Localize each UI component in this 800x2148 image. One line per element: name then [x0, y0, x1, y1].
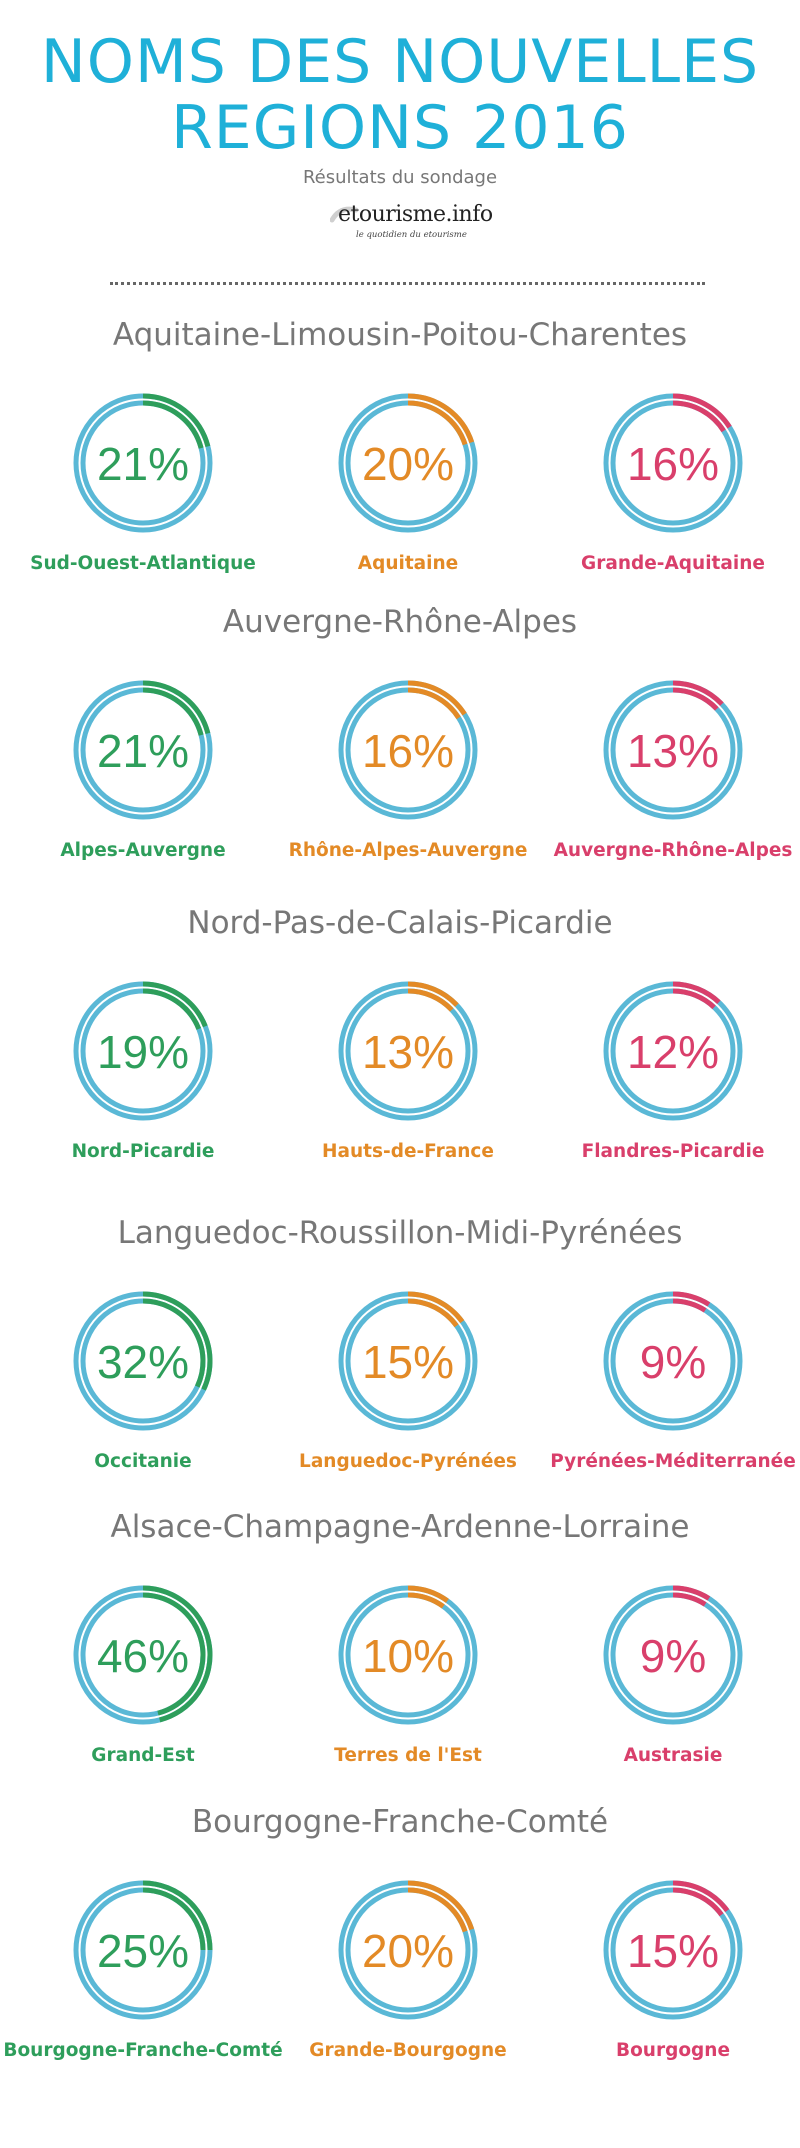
donut-category-label: Grand-Est [91, 1745, 195, 1766]
donut-category-label: Austrasie [623, 1745, 723, 1766]
donut-value-label: 10% [361, 1630, 455, 1682]
donut-category-label: Alpes-Auvergne [60, 840, 226, 861]
donut-value-label: 20% [361, 1925, 455, 1977]
donut-category-label: Nord-Picardie [71, 1141, 215, 1162]
donut-value-label: 25% [96, 1925, 190, 1977]
donut-category-label: Aquitaine [357, 553, 459, 574]
donut-value-label: 21% [96, 438, 190, 490]
donut-category-label: Sud-Ouest-Atlantique [30, 553, 256, 574]
donut-value-label: 46% [96, 1630, 190, 1682]
page-title-line-1: NOMS DES NOUVELLES [40, 27, 760, 97]
donut-value-label: 9% [639, 1630, 707, 1682]
section-title: Nord-Pas-de-Calais-Picardie [187, 905, 613, 941]
logo-tagline: le quotidien du etourisme [356, 230, 467, 240]
donut-category-label: Languedoc-Pyrénées [299, 1451, 517, 1472]
donut-category-label: Hauts-de-France [322, 1141, 494, 1162]
section-title: Aquitaine-Limousin-Poitou-Charentes [112, 317, 688, 353]
section-title: Auvergne-Rhône-Alpes [222, 604, 578, 640]
donut-category-label: Terres de l'Est [334, 1745, 482, 1766]
donut-value-arc-inner [408, 690, 459, 718]
donut-value-label: 20% [361, 438, 455, 490]
donut-category-label: Bourgogne [615, 2040, 731, 2061]
section-title: Languedoc-Roussillon-Midi-Pyrénées [117, 1215, 683, 1251]
donut-category-label: Bourgogne-Franche-Comté [3, 2040, 283, 2061]
page-title-line-2: REGIONS 2016 [171, 93, 629, 163]
donut-value-arc-inner [143, 991, 199, 1029]
donut-value-arc-inner [408, 1301, 457, 1326]
donut-category-label: Grande-Aquitaine [581, 553, 765, 574]
donut-category-label: Rhône-Alpes-Auvergne [288, 840, 528, 861]
donut-value-label: 13% [361, 1026, 455, 1078]
donut-value-label: 19% [96, 1026, 190, 1078]
donut-value-label: 15% [361, 1336, 455, 1388]
donut-value-arc-inner [673, 1890, 722, 1915]
donut-value-label: 9% [639, 1336, 707, 1388]
donut-category-label: Pyrénées-Méditerranée [550, 1451, 796, 1472]
page-subtitle: Résultats du sondage [302, 167, 498, 188]
donut-category-label: Grande-Bourgogne [309, 2040, 507, 2061]
donut-value-label: 13% [626, 725, 720, 777]
section-title: Bourgogne-Franche-Comté [191, 1804, 609, 1840]
donut-value-label: 16% [361, 725, 455, 777]
logo-wordmark: etourisme.info [338, 202, 493, 227]
donut-value-label: 21% [96, 725, 190, 777]
donut-value-label: 32% [96, 1336, 190, 1388]
donut-value-label: 15% [626, 1925, 720, 1977]
donut-value-label: 16% [626, 438, 720, 490]
donut-category-label: Auvergne-Rhône-Alpes [553, 840, 793, 861]
donut-value-label: 12% [626, 1026, 720, 1078]
donut-value-arc-inner [673, 403, 724, 431]
section-title: Alsace-Champagne-Ardenne-Lorraine [110, 1509, 690, 1545]
donut-category-label: Flandres-Picardie [581, 1141, 765, 1162]
donut-category-label: Occitanie [94, 1451, 192, 1472]
